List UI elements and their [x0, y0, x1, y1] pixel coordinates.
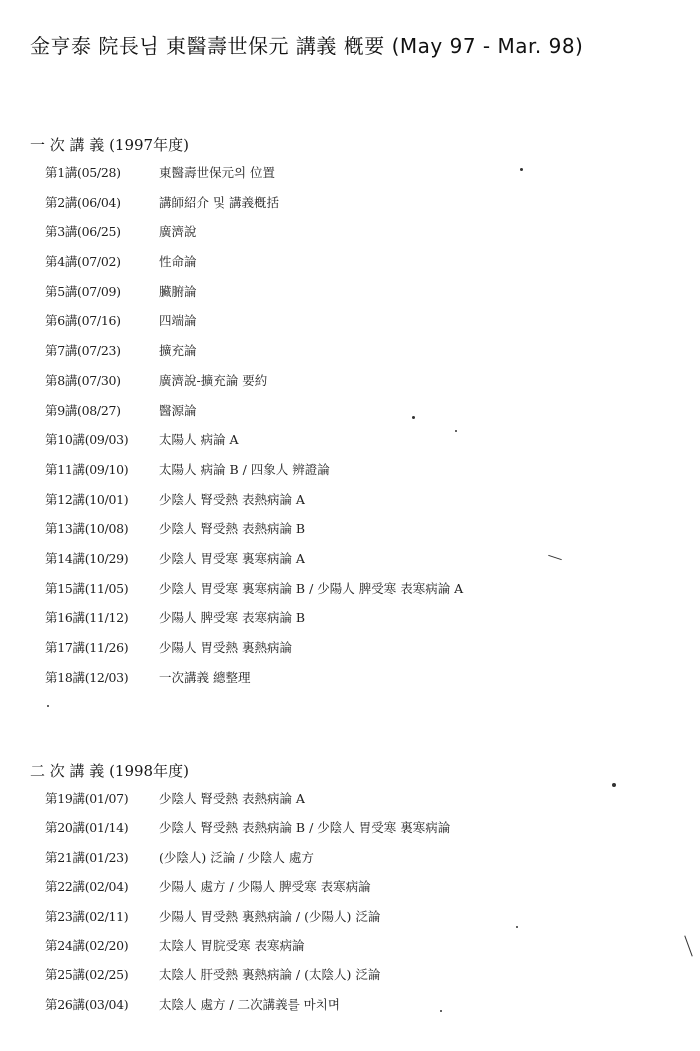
lecture-topic: 太陽人 病論 A: [159, 432, 239, 448]
lecture-row: [45, 490, 463, 520]
lecture-number: 第15講(11/05): [45, 580, 129, 596]
lecture-row: [45, 371, 463, 401]
lecture-topic: 擴充論: [159, 343, 197, 359]
lecture-number: 第23講(02/11): [45, 908, 129, 924]
lecture-number: 第24講(02/20): [45, 937, 129, 953]
lecture-list-second: [45, 789, 450, 1024]
lecture-row: [45, 789, 450, 818]
lecture-number: 第14講(10/29): [45, 550, 129, 566]
lecture-number: 第3講(06/25): [45, 224, 121, 240]
lecture-row: [45, 877, 450, 906]
lecture-row: [45, 995, 450, 1024]
section-heading-first: 一 次 講 義 (1997年度): [30, 136, 189, 154]
lecture-number: 第19講(01/07): [45, 791, 129, 806]
lecture-row: [45, 579, 463, 609]
lecture-number: 第12講(10/01): [45, 491, 129, 507]
lecture-topic: 少陽人 胃受熱 裏熱病論 / (少陽人) 泛論: [159, 908, 381, 924]
lecture-topic: 少陰人 腎受熱 表熱病論 B: [159, 521, 306, 537]
lecture-row: [45, 519, 463, 549]
lecture-number: 第18講(12/03): [45, 669, 129, 685]
lecture-number: 第13講(10/08): [45, 521, 129, 537]
lecture-row: [45, 549, 463, 579]
lecture-topic: 少陽人 胃受熱 裏熱病論: [159, 640, 292, 655]
section-heading-second: 二 次 講 義 (1998年度): [30, 762, 189, 780]
lecture-topic: 性命論: [159, 254, 197, 270]
lecture-number: 第4講(07/02): [45, 254, 121, 270]
lecture-topic: 少陽人 脾受寒 表寒病論 B: [159, 610, 306, 626]
lecture-number: 第1講(05/28): [45, 165, 121, 180]
lecture-number: 第17講(11/26): [45, 640, 129, 655]
lecture-row: [45, 222, 463, 252]
lecture-topic: 講師紹介 및 講義槪括: [159, 194, 280, 210]
scan-speck: [47, 705, 49, 707]
lecture-row: [45, 401, 463, 431]
lecture-row: [45, 608, 463, 638]
lecture-topic: 醫源論: [159, 402, 197, 418]
scan-speck: [612, 783, 616, 787]
lecture-number: 第6講(07/16): [45, 313, 121, 329]
lecture-row: [45, 282, 463, 312]
scan-speck: [548, 555, 562, 560]
lecture-topic: 少陽人 處方 / 少陽人 脾受寒 表寒病論: [159, 879, 371, 895]
lecture-row: [45, 936, 450, 965]
lecture-row: [45, 163, 463, 193]
lecture-number: 第2講(06/04): [45, 194, 121, 210]
lecture-row: [45, 818, 450, 847]
lecture-number: 第22講(02/04): [45, 879, 129, 895]
lecture-number: 第9講(08/27): [45, 402, 121, 418]
lecture-topic: 少陰人 腎受熱 表熱病論 A: [159, 791, 305, 806]
lecture-topic: 太陰人 處方 / 二次講義를 마치며: [159, 996, 340, 1012]
lecture-list-first: [45, 163, 463, 697]
lecture-row: [45, 848, 450, 877]
lecture-row: [45, 341, 463, 371]
lecture-row: [45, 638, 463, 668]
scan-speck: [455, 430, 457, 432]
scan-speck: [684, 935, 692, 956]
lecture-row: [45, 430, 463, 460]
lecture-number: 第20講(01/14): [45, 820, 129, 836]
lecture-topic: 四端論: [159, 313, 197, 329]
lecture-topic: 太陰人 肝受熱 裏熱病論 / (太陰人) 泛論: [159, 967, 381, 983]
lecture-topic: (少陰人) 泛論 / 少陰人 處方: [159, 849, 314, 865]
lecture-number: 第8講(07/30): [45, 372, 121, 388]
scan-speck: [440, 1010, 442, 1012]
lecture-topic: 少陰人 胃受寒 裏寒病論 A: [159, 550, 305, 566]
lecture-row: [45, 965, 450, 994]
lecture-topic: 廣濟說-擴充論 要約: [159, 372, 268, 388]
lecture-row: [45, 907, 450, 936]
lecture-number: 第26講(03/04): [45, 996, 129, 1012]
lecture-row: [45, 193, 463, 223]
lecture-row: [45, 311, 463, 341]
lecture-number: 第7講(07/23): [45, 343, 121, 359]
lecture-topic: 東醫壽世保元의 位置: [159, 165, 276, 180]
lecture-number: 第25講(02/25): [45, 967, 129, 983]
lecture-row: [45, 460, 463, 490]
document-title: 金亨泰 院長님 東醫壽世保元 講義 槪要 (May 97 - Mar. 98): [30, 34, 584, 58]
lecture-topic: 太陽人 病論 B / 四象人 辨證論: [159, 461, 330, 477]
lecture-number: 第16講(11/12): [45, 610, 129, 626]
lecture-topic: 臟腑論: [159, 283, 197, 299]
scan-speck: [412, 416, 415, 419]
lecture-topic: 少陰人 胃受寒 裏寒病論 B / 少陽人 脾受寒 表寒病論 A: [159, 580, 464, 596]
lecture-topic: 少陰人 腎受熱 表熱病論 A: [159, 491, 305, 507]
lecture-number: 第10講(09/03): [45, 432, 129, 448]
lecture-number: 第5講(07/09): [45, 283, 121, 299]
lecture-number: 第21講(01/23): [45, 849, 129, 865]
lecture-row: [45, 252, 463, 282]
lecture-topic: 廣濟說: [159, 224, 197, 240]
scan-speck: [520, 168, 523, 171]
lecture-topic: 一次講義 總整理: [159, 669, 251, 685]
lecture-number: 第11講(09/10): [45, 461, 129, 477]
scan-speck: [516, 926, 518, 928]
lecture-row: [45, 668, 463, 698]
lecture-topic: 少陰人 腎受熱 表熱病論 B / 少陰人 胃受寒 裏寒病論: [159, 820, 451, 836]
lecture-topic: 太陰人 胃脘受寒 表寒病論: [159, 937, 305, 953]
